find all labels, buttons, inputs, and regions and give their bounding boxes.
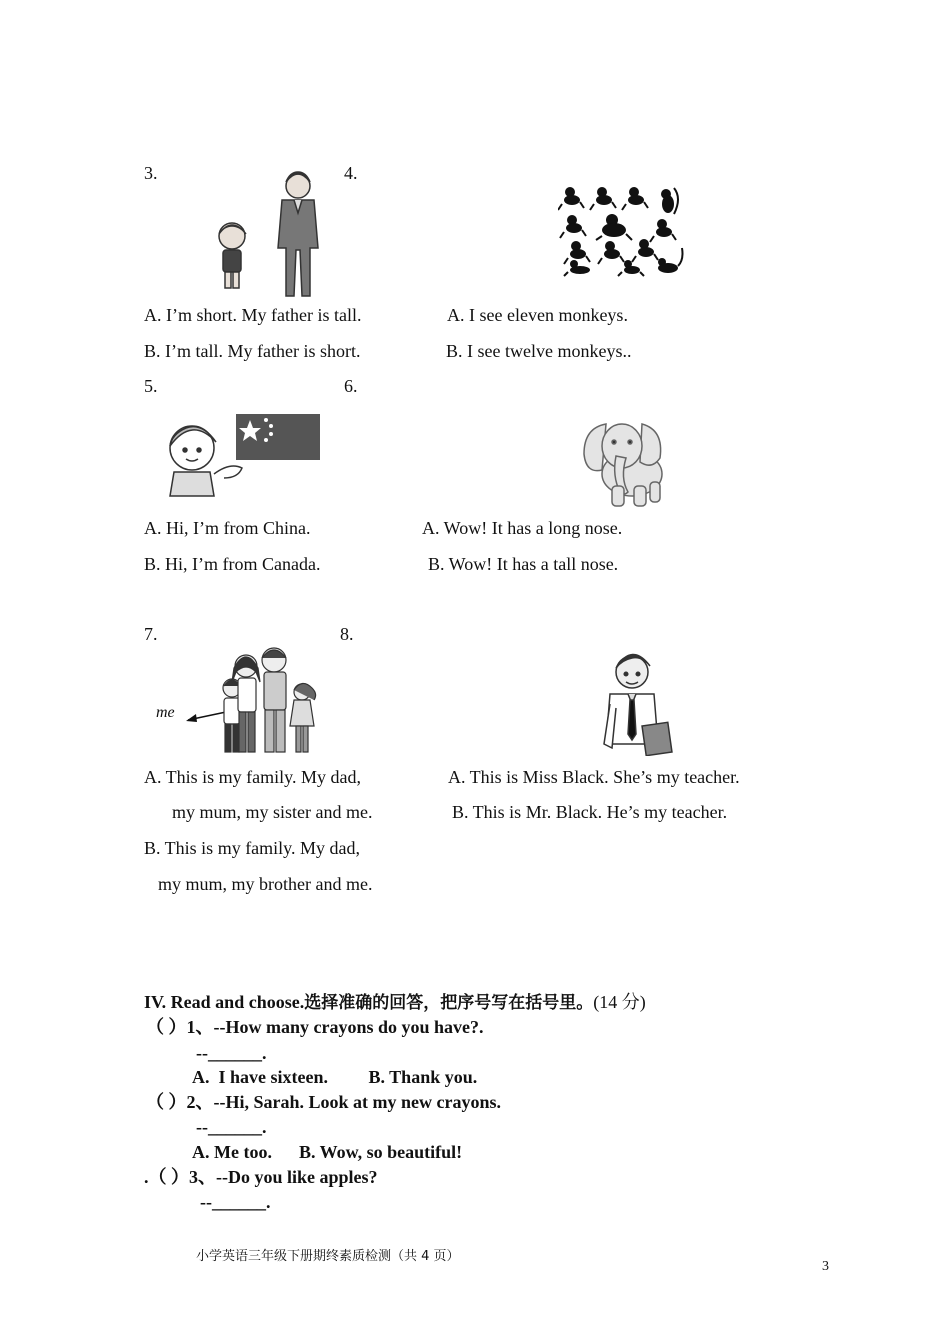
q7-option-b-line1: B. This is my family. My dad, <box>144 838 360 858</box>
q8-number: 8. <box>340 624 354 644</box>
q8-option-b: B. This is Mr. Black. He’s my teacher. <box>452 802 728 822</box>
male-teacher-image <box>602 648 682 756</box>
iv-q1-blank: --______. <box>196 1043 267 1063</box>
q6-option-b: B. Wow! It has a tall nose. <box>428 554 619 574</box>
section-iv-title-en: IV. Read and choose. <box>144 992 305 1012</box>
q5-option-a: A. Hi, I’m from China. <box>144 518 311 538</box>
q3-option-a: A. I’m short. My father is tall. <box>144 305 362 325</box>
page-number: 3 <box>822 1259 829 1274</box>
elephant-image <box>576 412 672 512</box>
q7-me-label: me <box>156 704 175 721</box>
boy-and-tall-father-image <box>206 168 326 303</box>
iv-q3-blank: --______. <box>200 1192 271 1212</box>
section-iv-title-cn: 选择准确的回答，把序号写在括号里。 <box>304 993 594 1013</box>
footer-text: 小学英语三年级下册期终素质检测（共 4 页） <box>196 1249 460 1264</box>
monkeys-image <box>558 182 688 278</box>
q7-option-a-line2: my mum, my sister and me. <box>172 802 373 822</box>
q7-option-b-line2: my mum, my brother and me. <box>158 874 373 894</box>
iv-q1-stem: （ ）1、--How many crayons do you have?. <box>146 1017 484 1037</box>
q6-option-a: A. Wow! It has a long nose. <box>422 518 623 538</box>
family-image <box>184 644 324 758</box>
iv-q1-options: A. I have sixteen. B. Thank you. <box>192 1067 478 1087</box>
section-iv-score: (14 分) <box>593 992 646 1012</box>
iv-q2-blank: --______. <box>196 1117 267 1137</box>
q7-number: 7. <box>144 624 158 644</box>
iv-q3-stem: .（ ）3、--Do you like apples? <box>144 1167 378 1187</box>
q7-option-a-line1: A. This is my family. My dad, <box>144 767 361 787</box>
section-iv-title <box>144 991 646 1014</box>
q4-option-b: B. I see twelve monkeys.. <box>446 341 632 361</box>
q3-number: 3. <box>144 163 158 183</box>
q6-number: 6. <box>344 376 358 396</box>
q3-option-b: B. I’m tall. My father is short. <box>144 341 361 361</box>
q4-number: 4. <box>344 163 358 183</box>
q5-number: 5. <box>144 376 158 396</box>
iv-q2-stem: （ ）2、--Hi, Sarah. Look at my new crayons. <box>146 1092 501 1112</box>
q5-option-b: B. Hi, I’m from Canada. <box>144 554 321 574</box>
iv-q2-options: A. Me too. B. Wow, so beautiful! <box>192 1142 463 1162</box>
q4-option-a: A. I see eleven monkeys. <box>447 305 628 325</box>
q8-option-a: A. This is Miss Black. She’s my teacher. <box>448 767 740 787</box>
girl-with-flag-image <box>158 412 322 502</box>
